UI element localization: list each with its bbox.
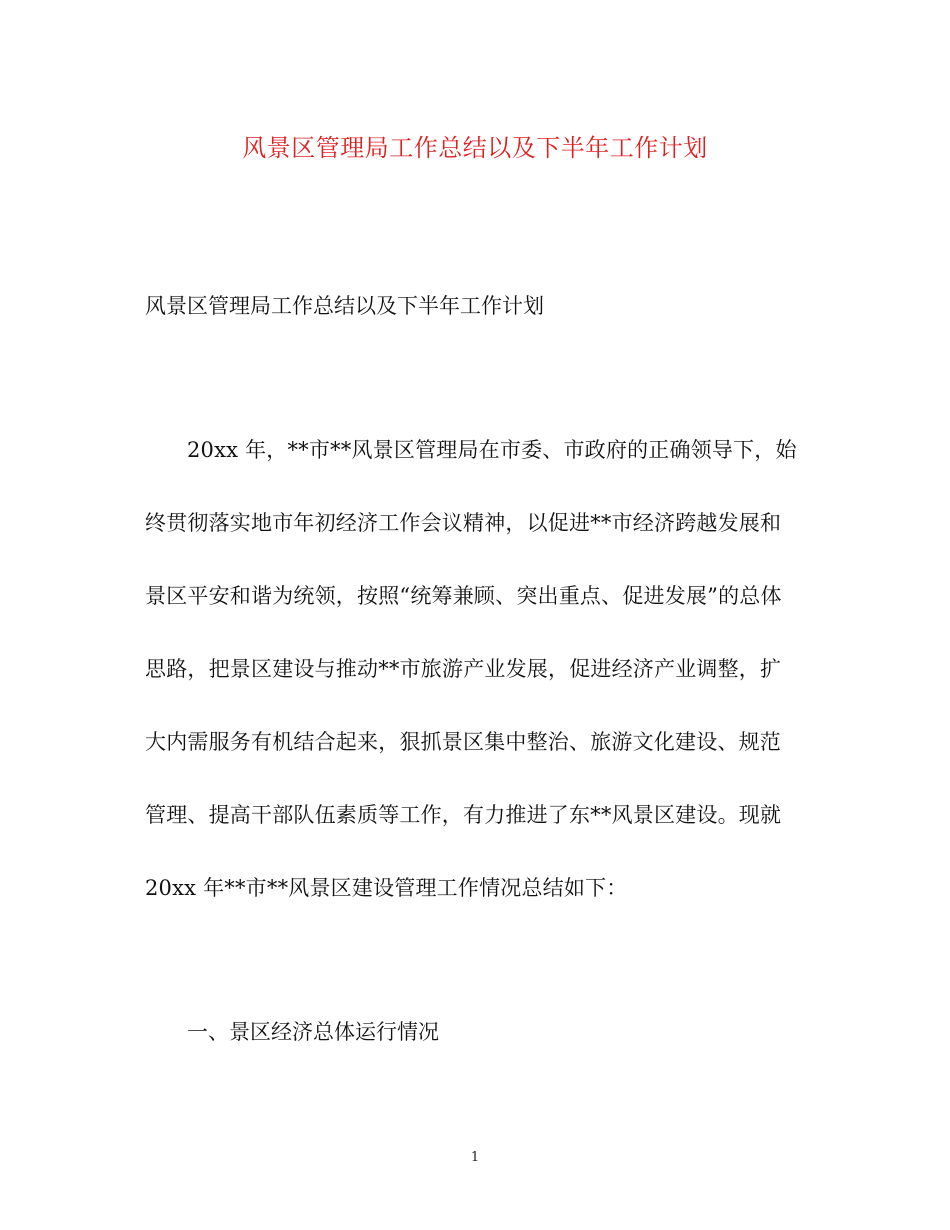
paragraph-line: 思路，把景区建设与推动**市旅游产业发展，促进经济产业调整，扩 [145,657,782,681]
document-title: 风景区管理局工作总结以及下半年工作计划 [242,134,708,162]
paragraph-line: 20xx 年**市**风景区建设管理工作情况总结如下： [145,876,628,900]
paragraph-line: 大内需服务有机结合起来，狠抓景区集中整治、旅游文化建设、规范 [145,730,781,754]
document-subtitle: 风景区管理局工作总结以及下半年工作计划 [145,294,544,318]
paragraph-line: 管理、提高干部队伍素质等工作，有力推进了东**风景区建设。现就 [145,803,782,827]
page-number: 1 [470,1150,480,1165]
paragraph-line: 终贯彻落实地市年初经济工作会议精神，以促进**市经济跨越发展和 [145,511,782,535]
paragraph-line: 20xx 年，**市**风景区管理局在市委、市政府的正确领导下，始 [187,438,797,462]
section-heading: 一、景区经济总体运行情况 [187,1020,439,1044]
paragraph-line: 景区平安和谐为统领，按照“统筹兼顾、突出重点、促进发展”的总体 [145,584,782,608]
body-paragraph [145,430,805,941]
